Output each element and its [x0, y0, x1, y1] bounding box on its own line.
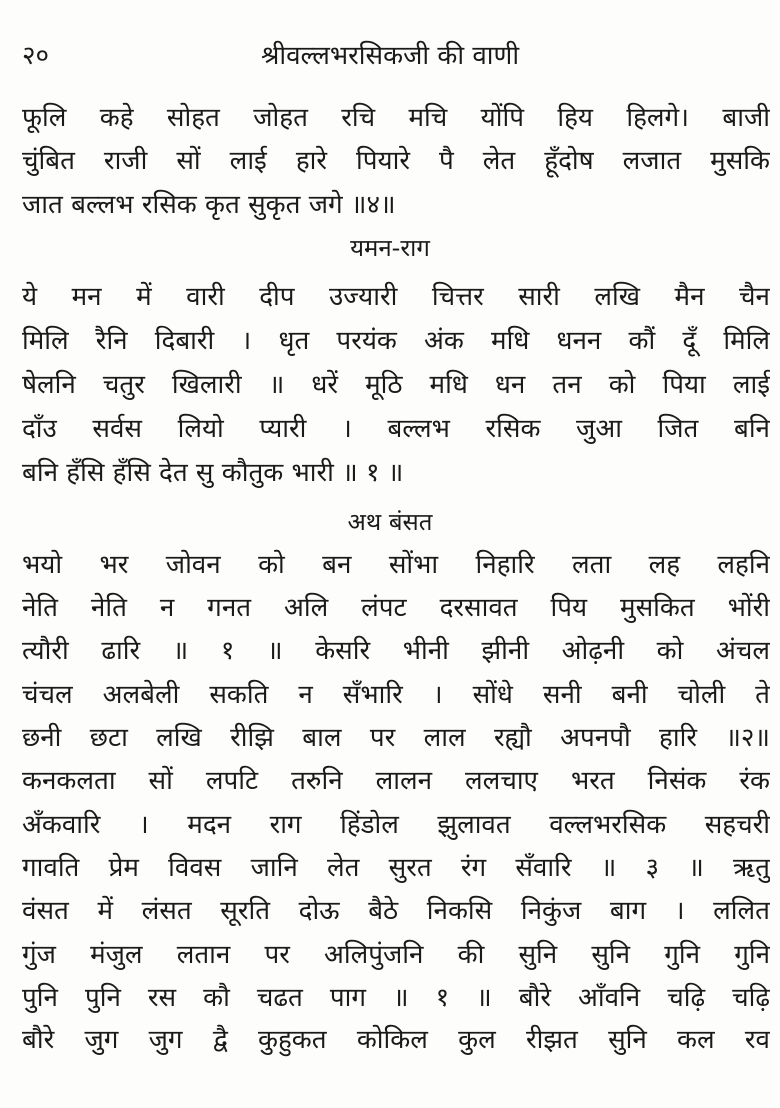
verse-line: नेति नेति न गनत अलि लंपट दरसावत पिय मुसकित भोंरी [22, 593, 770, 623]
section-heading-ath-basant: अथ बंसत [347, 508, 433, 536]
running-head: श्रीवल्लभरसिकजी की वाणी [260, 41, 520, 71]
verse-line: षेलनि चतुर खिलारी ॥ धरें मूठि मधि धन तन को पिया लाई [22, 370, 770, 400]
verse-line: गुंज मंजुल लतान पर अलिपुंजनि की सुनि सुनि गुनि गुनि [22, 940, 770, 970]
verse-line: बौरे जुग जुग द्वै कुहुकत कोकिल कुल रीझत सुनि कल रव [22, 1025, 770, 1055]
verse-line: मिलि रैनि दिबारी । धृत परयंक अंक मधि धनन कौं दूँ मिलि [22, 326, 770, 356]
verse-line: ये मन में वारी दीप उज्यारी चित्तर सारी लखि मैन चैन [22, 282, 770, 312]
verse-line: कनकलता सों लपटि तरुनि लालन ललचाए भरत निसंक रंक [22, 766, 770, 796]
verse-line: पुनि पुनि रस कौ चढत पाग ॥ १ ॥ बौरे आँवनि चढ़ि चढ़ि [22, 983, 770, 1013]
page-number: २० [22, 41, 50, 71]
verse-line: गावति प्रेम विवस जानि लेत सुरत रंग सँवारि ॥ ३ ॥ ऋतु [22, 853, 770, 883]
verse-line: वंसत में लंसत सूरति दोऊ बैठे निकसि निकुंज बाग । ललित [22, 896, 770, 926]
verse-line: छनी छटा लखि रीझि बाल पर लाल रह्यौ अपनपौ हारि ॥२॥ [22, 723, 770, 753]
verse-line: अँकवारि । मदन राग हिंडोल झुलावत वल्लभरसिक सहचरी [22, 810, 770, 840]
section-heading-yaman-raga: यमन-राग [350, 234, 430, 262]
verse-line: भयो भर जोवन को बन सोंभा निहारि लता लह लहनि [22, 550, 770, 580]
verse-line: बनि हँसि हँसि देत सु कौतुक भारी ॥ १ ॥ [22, 458, 404, 488]
verse-line: त्यौरी ढारि ॥ १ ॥ केसरि भीनी झीनी ओढ़नी को अंचल [22, 636, 770, 666]
verse-line: चंचल अलबेली सकति न सँभारि । सोंधे सनी बनी चोली ते [22, 680, 770, 710]
verse-line: दाँउ सर्वस लियो प्यारी । बल्लभ रसिक जुआ जित बनि [22, 414, 770, 444]
verse-line: फूलि कहे सोहत जोहत रचि मचि योंपि हिय हिलगे। बाजी [22, 103, 770, 133]
verse-line: जात बल्लभ रसिक कृत सुकृत जगे ॥४॥ [22, 190, 396, 220]
verse-line: चुंबित राजी सों लाई हारे पियारे पै लेत हूँदोष लजात मुसकि [22, 146, 770, 176]
